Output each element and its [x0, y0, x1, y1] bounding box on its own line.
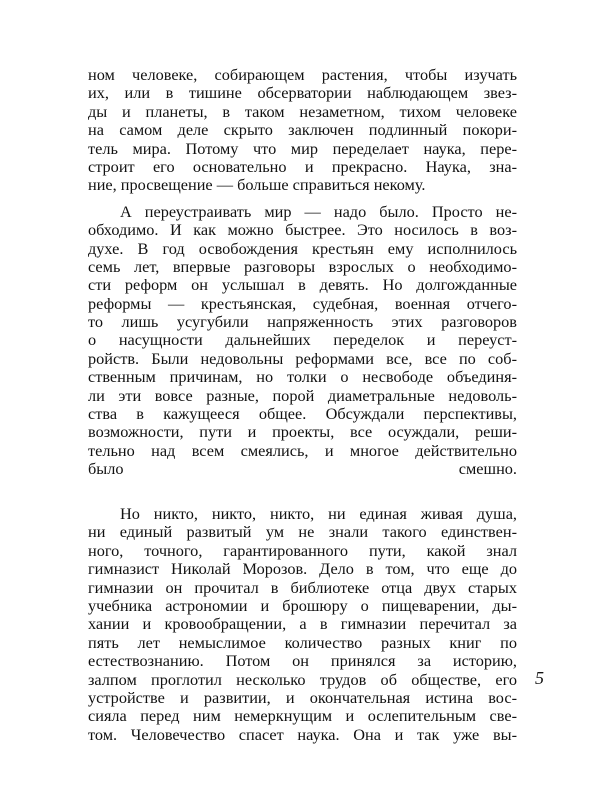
text-line: тельно над всем смеялись, и многое действительно — [88, 441, 517, 460]
text-line: духе. В год освобождения крестьян ему исполнилось — [88, 239, 517, 258]
text-line: учебника астрономии и брошюру о пищеварении, ды- — [88, 596, 517, 615]
paragraph-spacer — [88, 195, 517, 203]
text-line: ном человеке, собирающем растения, чтобы изучать — [88, 66, 517, 84]
text-line: А переустраивать мир — надо было. Просто не- — [120, 202, 517, 221]
text-line: их, или в тишине обсерватории наблюдающем звез- — [88, 84, 517, 103]
text-line: гимназии он прочитал в библиотеке отца двух старых — [88, 578, 517, 597]
text-line: реформы — крестьянская, судебная, военная отчего- — [88, 294, 517, 313]
text-line: возможности, пути и проекты, все осуждали, реши- — [88, 423, 517, 442]
text-line: обходимо. И как можно быстрее. Это носилось в воз- — [88, 221, 517, 240]
text-line: ства в кажущееся общее. Обсуждали перспективы, — [88, 405, 517, 424]
text-line: о насущности дальнейших переделок и переуст- — [88, 331, 517, 350]
text-line: гимназист Николай Морозов. Дело в том, что еще до — [88, 560, 517, 579]
text-line: залпом проглотил несколько трудов об обществе, его — [88, 670, 517, 689]
page-number: 5 — [535, 668, 544, 688]
text-line — [88, 479, 517, 497]
paragraph-2 — [88, 203, 517, 497]
text-line: пять лет немыслимое количество разных книг по — [88, 633, 517, 652]
paragraph-1 — [88, 66, 517, 195]
text-line: том. Человечество спасет наука. Она и так уже вы- — [88, 725, 517, 744]
text-line: сияла перед ним немеркнущим и ослепительным све- — [88, 707, 517, 726]
page-text — [88, 66, 517, 744]
text-line: ли эти вовсе разные, порой диаметральные недоволь- — [88, 386, 517, 405]
text-line: семь лет, впервые разговоры взрослых о необходимо- — [88, 257, 517, 276]
paragraph-3 — [88, 505, 517, 744]
text-line: ственным причинам, но толки о несвободе объединя- — [88, 368, 517, 387]
text-line: ние, просвещение — больше справиться некому. — [88, 176, 426, 195]
text-line: сти реформ он услышал в девять. Но долгожданные — [88, 276, 517, 295]
text-line: ды и планеты, в таком незаметном, тихом человеке — [88, 102, 517, 121]
text-line: ного, точного, гарантированного пути, какой знал — [88, 541, 517, 560]
text-line: хании и кровообращении, а в гимназии перечитал за — [88, 615, 517, 634]
text-line: строит его основательно и прекрасно. Наука, зна- — [88, 157, 517, 176]
text-line: было смешно. — [88, 460, 517, 479]
text-line: ройств. Были недовольны реформами все, все по соб- — [88, 349, 517, 368]
text-line: Но никто, никто, никто, ни единая живая душа, — [120, 504, 517, 523]
text-line: ни единый развитый ум не знали такого единствен- — [88, 523, 517, 542]
paragraph-spacer — [88, 497, 517, 505]
text-line: на самом деле скрыто заключен подлинный покори- — [88, 121, 517, 140]
text-line: тель мира. Потому что мир переделает наука, пере- — [88, 139, 517, 158]
text-line: естествознанию. Потом он принялся за историю, — [88, 652, 517, 671]
text-line: то лишь усугубили напряженность этих разговоров — [88, 313, 517, 332]
text-line: устройстве и развитии, и окончательная истина вос- — [88, 688, 517, 707]
